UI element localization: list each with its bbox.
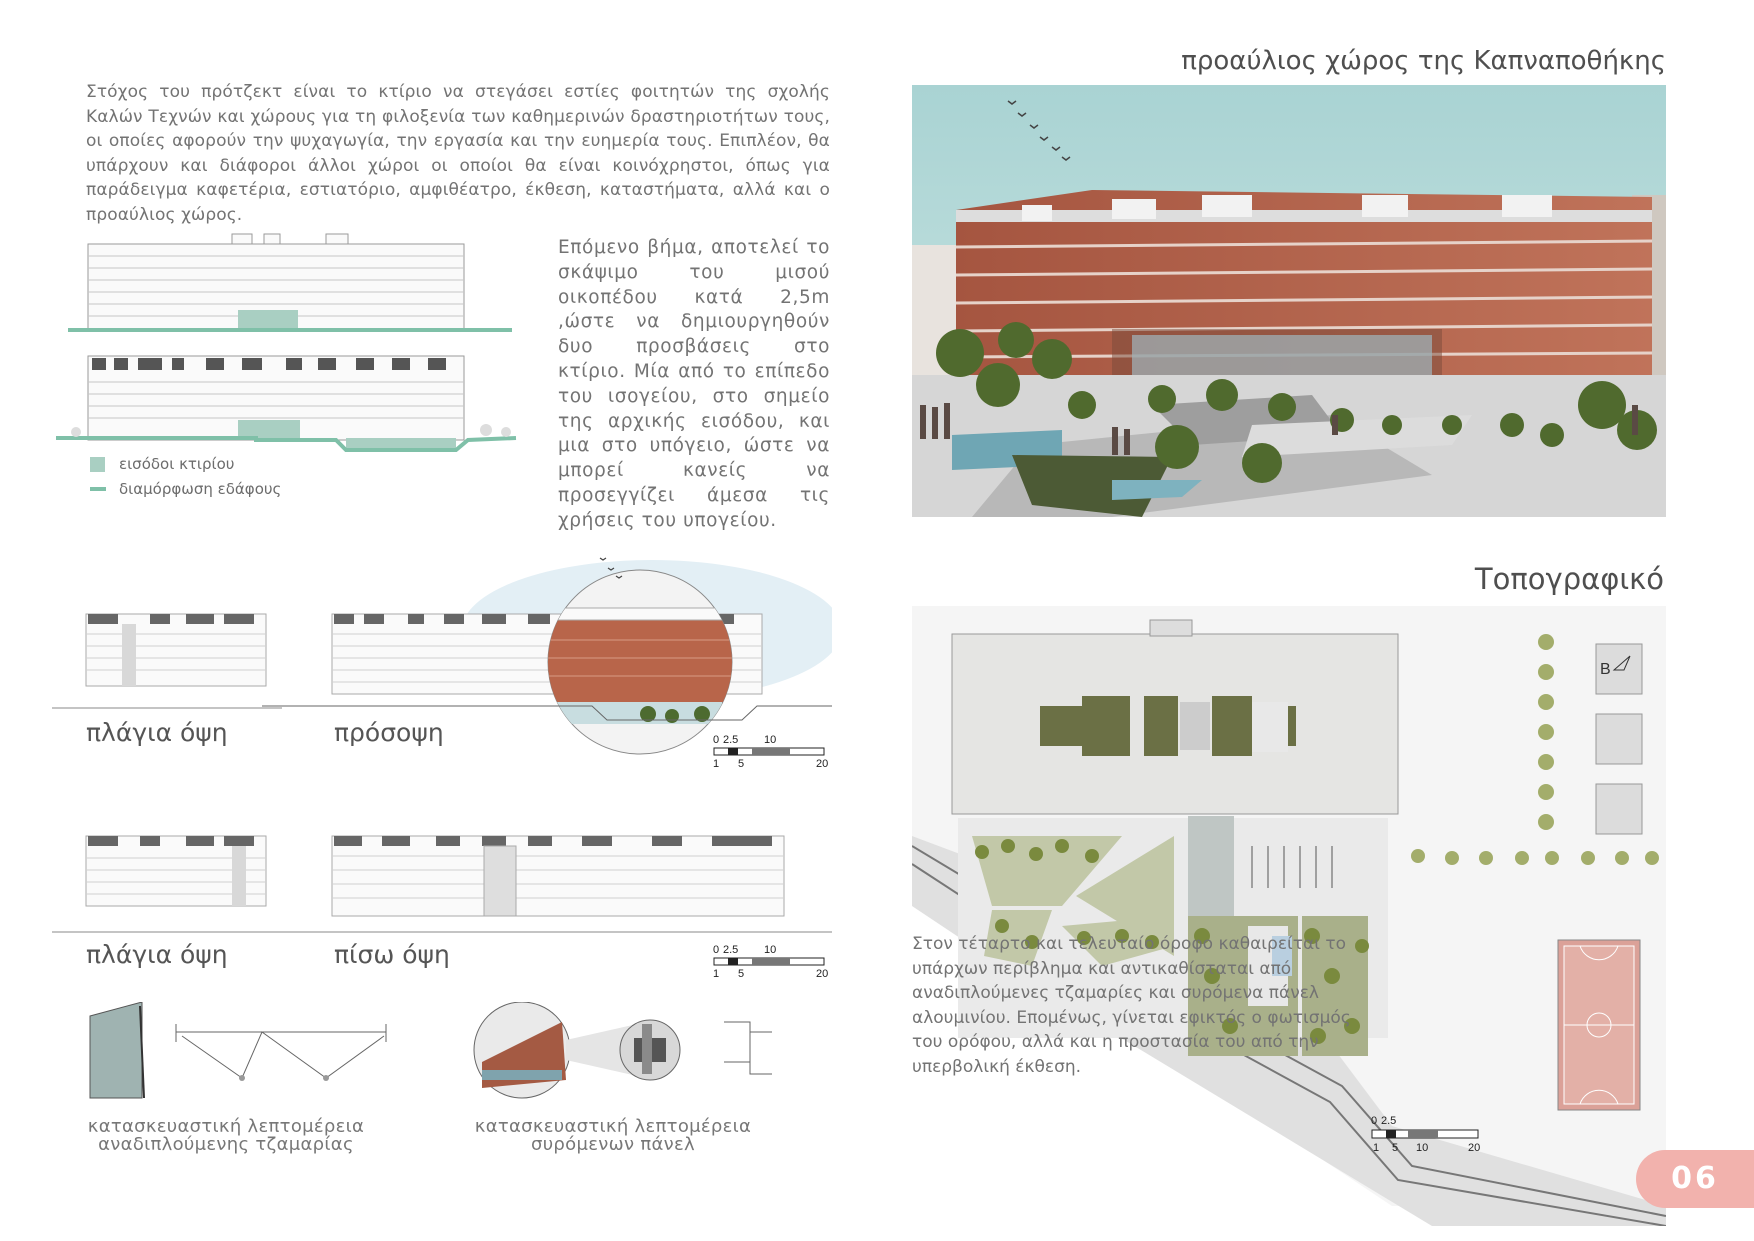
side-elevation-caption: πλάγια όψη bbox=[86, 718, 228, 747]
front-elevations-drawing bbox=[52, 550, 832, 790]
front-elevation-caption: πρόσοψη bbox=[334, 718, 444, 747]
topo-scale-tick-label: 10 bbox=[1416, 1142, 1429, 1154]
glazing-detail-caption bbox=[86, 1118, 366, 1154]
north-label: B bbox=[1600, 661, 1611, 678]
panel-caption-line2: συρόμενων πάνελ bbox=[531, 1134, 695, 1155]
glazing-caption-line1: κατασκευαστική λεπτομέρεια bbox=[87, 1116, 365, 1137]
photo-heading: προαύλιος χώρος της Καπναποθήκης bbox=[1181, 46, 1666, 76]
front-scale-bar bbox=[713, 734, 828, 770]
page-number-badge: 06 bbox=[1636, 1150, 1754, 1208]
construction-details-drawing bbox=[86, 1002, 806, 1112]
topo-scale-tick-label: 1 bbox=[1373, 1142, 1380, 1154]
scale-tick-label: 5 bbox=[738, 758, 745, 770]
scale-tick-label: 20 bbox=[816, 968, 829, 980]
scale-tick-label: 2.5 bbox=[723, 944, 739, 956]
side-elevation-caption-2: πλάγια όψη bbox=[86, 940, 228, 969]
site-plan-drawing bbox=[912, 606, 1666, 1226]
courtyard-render-image bbox=[912, 85, 1666, 517]
legend-item-entrances bbox=[90, 455, 281, 473]
scale-tick-label: 0 bbox=[713, 734, 720, 746]
glazing-caption-line2: αναδιπλούμενης τζαμαρίας bbox=[98, 1134, 354, 1155]
legend-label-ground: διαμόρφωση εδάφους bbox=[119, 480, 282, 498]
legend-label-entrances: εισόδοι κτιρίου bbox=[119, 455, 235, 473]
topo-scale-tick-label: 2.5 bbox=[1381, 1115, 1397, 1127]
scale-tick-label: 10 bbox=[764, 944, 777, 956]
panel-detail-caption bbox=[468, 1118, 758, 1154]
intro-paragraph: Στόχος του πρότζεκτ είναι το κτίριο να στεγάσει εστίες φοιτητών της σχολής Καλών Τεχνών και χώρους για τη φιλοξενία των καθημερινών δραστηριοτήτων τους, οι οποίες αφορούν την ψυχαγωγία, την εργασία και την ευημερία τους. Επιπλέον, θα υπάρχουν και διάφοροι άλλοι χώροι οι οποίοι θα είναι κοινόχρηστοι, όπως για παράδειγμα καφετέρια, εστιατόριο, αμφιθέατρο, έκθεση, καταστήματα, αλλά και ο προαύλιος χώρος. bbox=[86, 82, 830, 225]
scale-tick-label: 1 bbox=[713, 758, 720, 770]
back-elevation-caption: πίσω όψη bbox=[334, 940, 450, 969]
scale-tick-label: 10 bbox=[764, 734, 777, 746]
entrance-swatch-icon bbox=[90, 457, 105, 472]
topo-scale-tick-label: 5 bbox=[1392, 1142, 1399, 1154]
panel-caption-line1: κατασκευαστική λεπτομέρεια bbox=[474, 1116, 752, 1137]
back-scale-bar bbox=[713, 944, 828, 980]
scale-tick-label: 1 bbox=[713, 968, 720, 980]
ground-line-icon bbox=[90, 487, 106, 491]
topo-scale-tick-label: 0 bbox=[1371, 1115, 1378, 1127]
topo-heading: Τοπογραφικό bbox=[1474, 562, 1664, 596]
elevation-legend bbox=[90, 455, 281, 498]
topo-scale-tick-label: 20 bbox=[1468, 1142, 1481, 1154]
excavation-paragraph: Επόμενο βήμα, αποτελεί το σκάψιμο του μισού οικοπέδου κατά 2,5m ,ώστε να δημιουργηθούν δυο προσβάσεις στο κτίριο. Μία από το επίπεδο του ισογείου, στο σημείο της αρχικής εισόδου, και μια στο υπόγειο, ώστε να μπορεί κανείς να προσεγγίζει άμεσα τις χρήσεις του υπογείου. bbox=[558, 237, 830, 531]
scale-tick-label: 5 bbox=[738, 968, 745, 980]
section-elevations-drawing bbox=[56, 232, 536, 454]
top-floor-paragraph: Στον τέταρτο και τελευταίο όροφο καθαιρείται το υπάρχων περίβλημα και αντικαθίσταται από αναδιπλούμενες τζαμαρίες και συρόμενα πάνελ αλουμινίου. Επομένως, γίνεται εφικτός ο φωτισμός του ορόφου, αλλά και η προστασία του από την υπερβολική έκθεση. bbox=[912, 934, 1351, 1077]
scale-tick-label: 0 bbox=[713, 944, 720, 956]
scale-tick-label: 2.5 bbox=[723, 734, 739, 746]
scale-tick-label: 20 bbox=[816, 758, 829, 770]
legend-item-ground bbox=[90, 480, 281, 498]
